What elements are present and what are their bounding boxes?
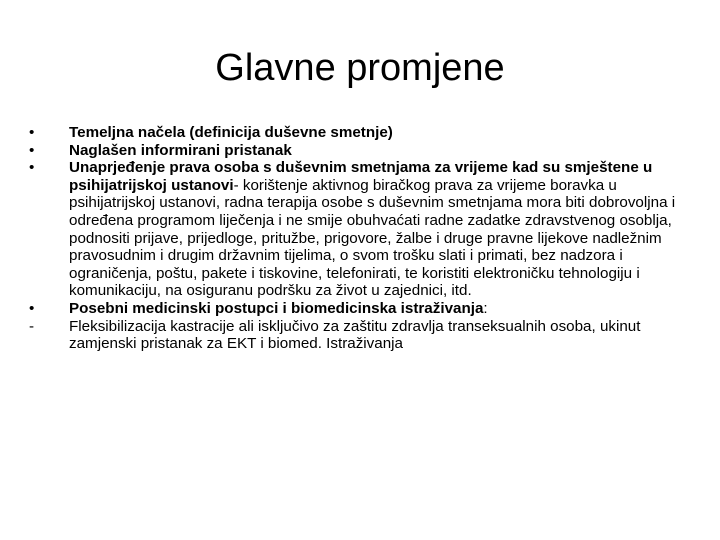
list-item [29,142,689,160]
bullet-marker: • [29,159,35,177]
bullet-marker: • [29,124,35,141]
list-item [29,318,689,353]
list-item [29,124,689,142]
item-text: - korištenje aktivnog biračkog prava za vrijeme boravka u psihijatrijskoj ustanovi, radna terapija osobe s duševnim smetnjama mora biti dobrovoljna i određena programom liječenja i ne smije obuhvaćati radne zadatke zdravstvenog osoblja, podnositi prijave, prijedloge, pritužbe, prigovore, žalbe i druge pravne lijekove nadležnim pravosudnim i drugim državnim tijelima, o svom trošku slati i primati, bez nadzora i ograničenja, poštu, pakete i tiskovine, telefonirati, te koristiti elektroničku tehnologiju i komunikaciju, na osiguranu podršku za život u zajednici, itd. [69,176,676,300]
list-item [29,159,689,300]
list-item [29,300,689,318]
item-bold-text: Posebni medicinski postupci i biomedicinska istraživanja [69,299,484,317]
item-text: : [483,299,488,317]
item-bold-text: Temeljna načela (definicija duševne smetnje) [69,124,393,141]
item-bold-text: Unaprjeđenje prava osoba s duševnim smetnjama za vrijeme kad su smještene u psihijatrijskoj ustanovi [69,159,653,194]
item-bold-text: Naglašen informirani pristanak [69,141,292,159]
item-text: Fleksibilizacija kastracije ali isključivo za zaštitu zdravlja transeksualnih osoba, ukinut zamjenski pristanak za EKT i biomed. Istraživanja [69,317,641,353]
bullet-marker: • [29,299,35,317]
bullet-list [29,124,689,353]
bullet-marker: • [29,141,35,159]
slide-title: Glavne promjene [215,47,505,89]
dash-marker: - [29,317,35,335]
